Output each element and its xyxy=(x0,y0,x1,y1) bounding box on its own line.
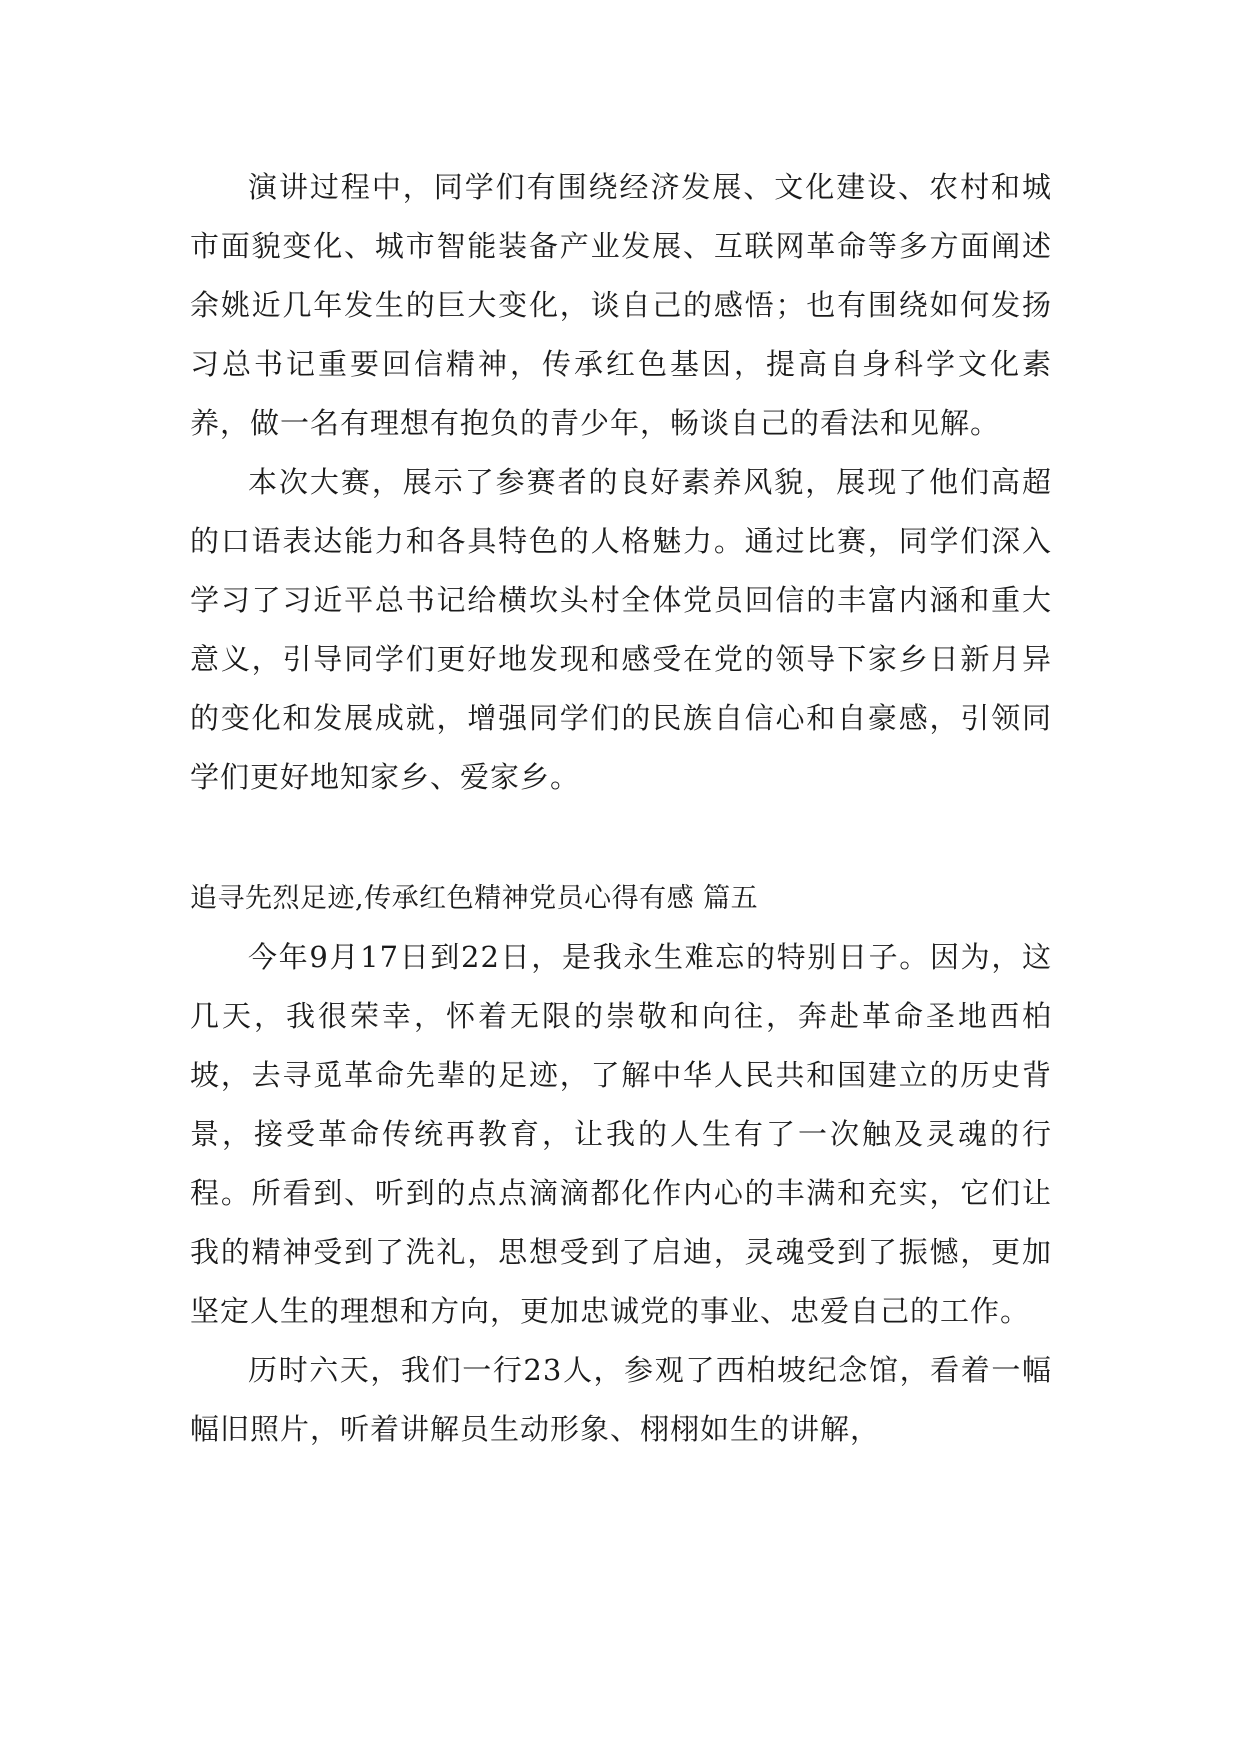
section-gap xyxy=(190,807,1052,869)
section-heading: 追寻先烈足迹,传承红色精神党员心得有感 篇五 xyxy=(190,883,759,914)
paragraph-contest-summary: 本次大赛，展示了参赛者的良好素养风貌，展现了他们高超的口语表达能力和各具特色的人格魅力。通过比赛，同学们深入学习了习近平总书记给横坎头村全体党员回信的丰富内涵和重大意义，引导同学们更好地发现和感受在党的领导下家乡日新月异的变化和发展成就，增强同学们的民族自信心和自豪感，引领同学们更好地知家乡、爱家乡。 xyxy=(190,465,1052,794)
paragraph-speech-process: 演讲过程中，同学们有围绕经济发展、文化建设、农村和城市面貌变化、城市智能装备产业发展、互联网革命等多方面阐述余姚近几年发生的巨大变化，谈自己的感悟；也有围绕如何发扬习总书记重要回信精神，传承红色基因，提高自身科学文化素养，做一名有理想有抱负的青少年，畅谈自己的看法和见解。 xyxy=(190,170,1052,440)
paragraph-xibaipo-trip: 今年9月17日到22日，是我永生难忘的特别日子。因为，这几天，我很荣幸，怀着无限的崇敬和向往，奔赴革命圣地西柏坡，去寻觅革命先辈的足迹，了解中华人民共和国建立的历史背景，接受革命传统再教育，让我的人生有了一次触及灵魂的行程。所看到、听到的点点滴滴都化作内心的丰满和充实，它们让我的精神受到了洗礼，思想受到了启迪，灵魂受到了振憾，更加坚定人生的理想和方向，更加忠诚党的事业、忠爱自己的工作。 xyxy=(190,940,1052,1328)
paragraph-memorial-visit: 历时六天，我们一行23人，参观了西柏坡纪念馆，看着一幅幅旧照片，听着讲解员生动形象、栩栩如生的讲解， xyxy=(190,1353,1052,1446)
document-body xyxy=(190,158,1052,1459)
